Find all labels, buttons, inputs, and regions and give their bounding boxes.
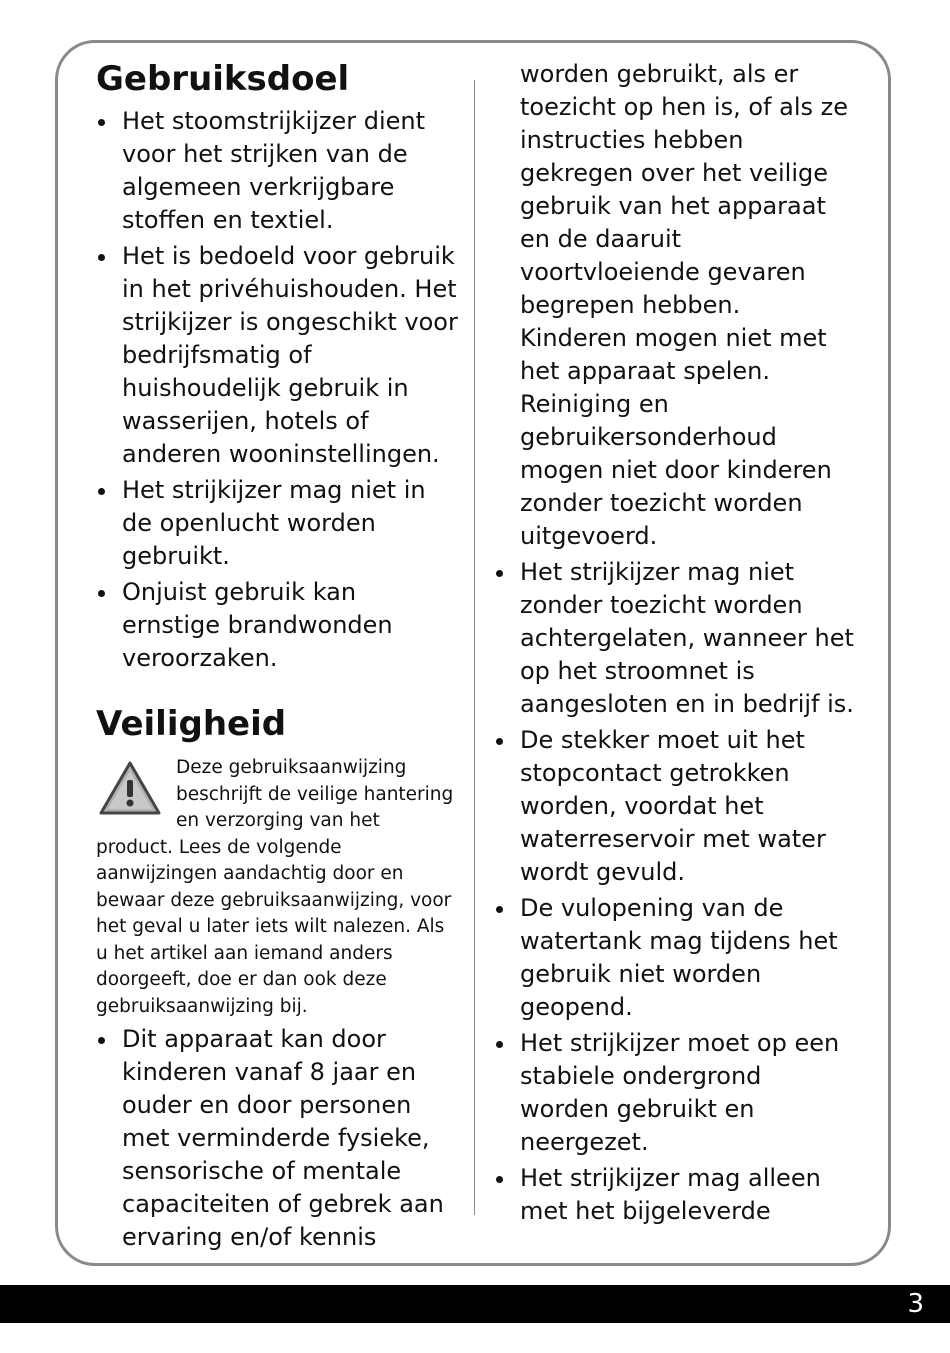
bullet-icon bbox=[98, 119, 105, 126]
list-item: Het is bedoeld voor gebruik in het privéhuishouden. Het strijkijzer is ongeschikt voor bedrijfsmatig of huishoudelijk gebruik in wasserijen, hotels of anderen wooninstellingen. bbox=[96, 240, 458, 471]
list-item: Het strijkijzer mag niet in de openlucht worden gebruikt. bbox=[96, 474, 458, 573]
list-item: Onjuist gebruik kan ernstige brandwonden veroorzaken. bbox=[96, 576, 458, 675]
page-number: 3 bbox=[907, 1289, 924, 1319]
section-title-purpose: Gebruiksdoel bbox=[96, 59, 350, 99]
list-item: Dit apparaat kan door kinderen vanaf 8 jaar en ouder en door personen met verminderde fysieke, sensorische of mentale capaciteiten of gebrek aan ervaring en/of kennis bbox=[96, 1023, 458, 1254]
list-item: De vulopening van de watertank mag tijdens het gebruik niet worden geopend. bbox=[494, 892, 854, 1024]
purpose-list bbox=[96, 105, 458, 675]
column-divider bbox=[474, 80, 475, 1215]
list-item-continuation: worden gebruikt, als er toezicht op hen is, of als ze instructies hebben gekregen over het veilige gebruik van het apparaat en de daaruit voortvloeiende gevaren begrepen hebben. Kinderen mogen niet met het apparaat spelen. Reiniging en gebruikersonderhoud mogen niet door kinderen zonder toezicht worden uitgevoerd. bbox=[520, 60, 848, 550]
bullet-icon bbox=[496, 1176, 503, 1183]
left-column bbox=[96, 56, 458, 1254]
bullet-icon bbox=[98, 1037, 105, 1044]
list-item: Het strijkijzer mag alleen met het bijgeleverde bbox=[494, 1162, 854, 1228]
bullet-icon bbox=[496, 738, 503, 745]
bullet-icon bbox=[496, 570, 503, 577]
warning-note bbox=[96, 755, 458, 1020]
page-footer bbox=[0, 1285, 950, 1323]
bullet-icon bbox=[98, 488, 105, 495]
bullet-icon bbox=[98, 590, 105, 597]
safety-list-right bbox=[494, 556, 854, 1228]
warning-text: Deze gebruiksaanwijzing beschrijft de veilige hantering en verzorging van het product. Lees de volgende aanwijzingen aandachtig door en bewaar deze gebruiksaanwijzing, voor het geval u later iets wilt nalezen. Als u het artikel aan iemand anders doorgeeft, doe er dan ook deze gebruiksaanwijzing bij. bbox=[96, 757, 454, 1017]
list-item: De stekker moet uit het stopcontact getrokken worden, voordat het waterreservoir met water wordt gevuld. bbox=[494, 724, 854, 889]
list-item: Het stoomstrijkijzer dient voor het strijken van de algemeen verkrijgbare stoffen en textiel. bbox=[96, 105, 458, 237]
list-item: Het strijkijzer mag niet zonder toezicht worden achtergelaten, wanneer het op het stroomnet is aangesloten en in bedrijf is. bbox=[494, 556, 854, 721]
bullet-icon bbox=[496, 906, 503, 913]
list-item: Het strijkijzer moet op een stabiele ondergrond worden gebruikt en neergezet. bbox=[494, 1027, 854, 1159]
bullet-icon bbox=[496, 1041, 503, 1048]
safety-list-left bbox=[96, 1023, 458, 1254]
bullet-icon bbox=[98, 254, 105, 261]
warning-triangle-icon bbox=[98, 759, 162, 817]
right-column bbox=[494, 58, 854, 1228]
section-title-safety: Veiligheid bbox=[96, 704, 287, 744]
